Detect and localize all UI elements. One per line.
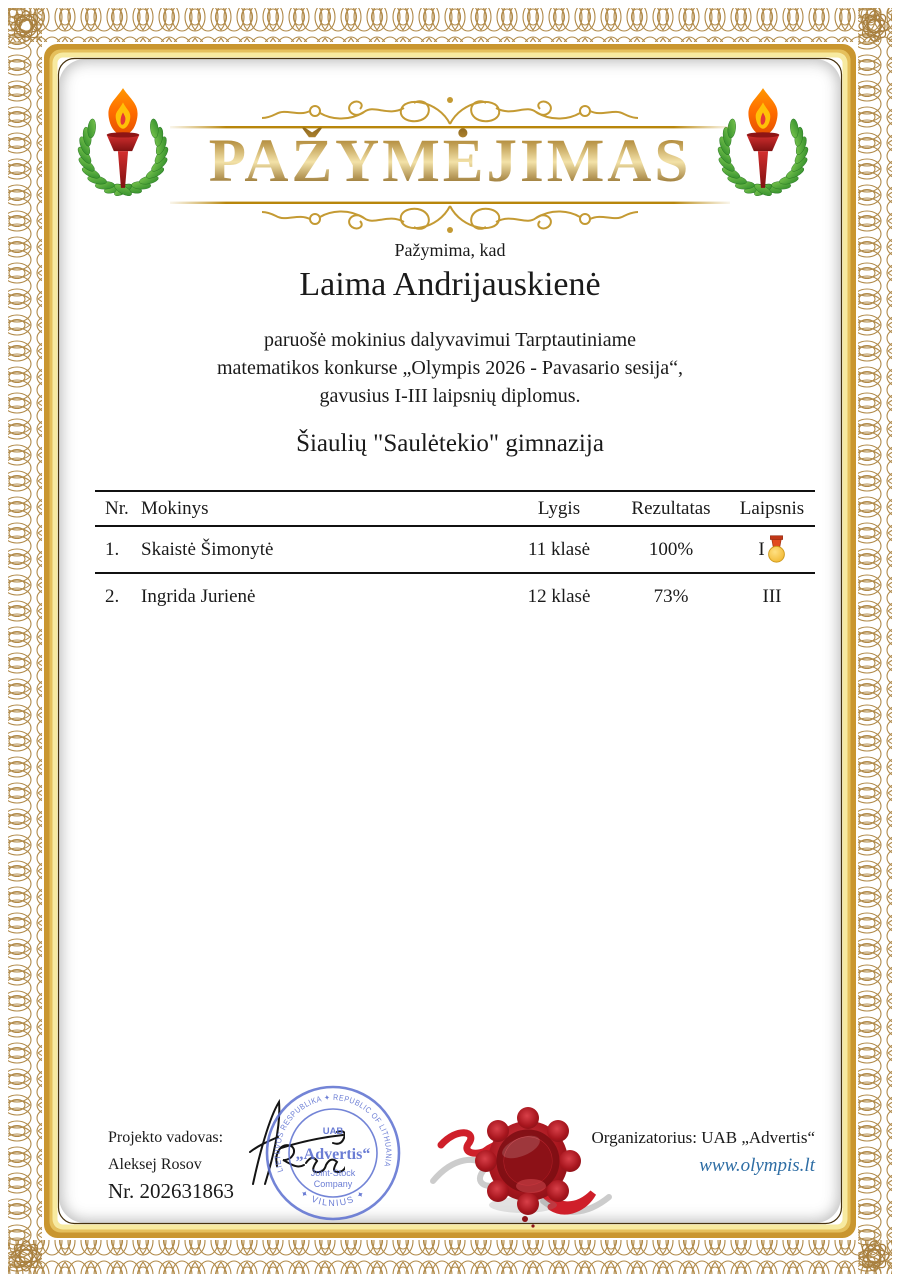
stamp-ring-text: LIETUVOS RESPUBLIKA ✦ REPUBLIC OF LITHUANIA: [272, 1092, 394, 1174]
cell-lygis: 11 klasė: [527, 538, 591, 560]
stamp-company: Company: [313, 1179, 353, 1189]
table-header-row: [95, 490, 815, 527]
description-line: paruošė mokinius dalyvavimui Tarptautiniame: [263, 329, 637, 351]
project-manager-label: Projekto vadovas:: [108, 1129, 224, 1146]
header-lygis: Lygis: [537, 497, 581, 519]
description-line: matematikos konkurse „Olympis 2026 - Pavasario sesija“,: [216, 357, 683, 379]
description-text: [0, 326, 900, 410]
cell-mokinys: Ingrida Jurienė: [141, 585, 256, 607]
school-name: Šiaulių "Saulėtekio" gimnazija: [296, 430, 604, 457]
cell-laipsnis: [729, 535, 815, 564]
header-mokinys: Mokinys: [141, 497, 209, 519]
wax-seal-icon: [425, 1085, 615, 1235]
certificate-number: Nr. 202631863: [108, 1179, 234, 1203]
header-rezultatas: Rezultatas: [631, 497, 711, 519]
cell-nr: 1.: [105, 538, 120, 560]
svg-text:✦ VILNIUS ✦: [298, 1188, 367, 1208]
laipsnis-value: I: [758, 538, 765, 560]
project-manager-name: Aleksej Rosov: [108, 1156, 202, 1173]
website-link[interactable]: www.olympis.lt: [699, 1155, 815, 1176]
stamp-ring-text-bottom: ✦ VILNIUS ✦: [298, 1187, 368, 1209]
project-manager-block: [108, 1124, 234, 1205]
cell-rezultatas: 100%: [648, 538, 694, 560]
cell-mokinys: Skaistė Šimonytė: [141, 538, 274, 560]
header-nr: Nr.: [105, 497, 129, 519]
recipient-name: Laima Andrijauskienė: [299, 266, 601, 303]
stamp-advertis: „Advertis“: [295, 1146, 371, 1163]
cell-nr: 2.: [105, 585, 120, 607]
organizer-text: Organizatorius: UAB „Advertis“: [591, 1128, 815, 1147]
header-laipsnis: Laipsnis: [739, 497, 805, 519]
stamp-uab: UAB: [322, 1126, 344, 1137]
certificate-title: PAŽYMĖJIMAS: [0, 122, 900, 202]
cell-rezultatas: 73%: [653, 585, 689, 607]
gold-medal-icon: [767, 535, 786, 564]
table-row: [95, 574, 815, 619]
cell-lygis: 12 klasė: [527, 585, 591, 607]
intro-text: Pažymima, kad: [394, 240, 506, 260]
stamp-jointstock: Joint-Stock: [310, 1168, 356, 1178]
description-line: gavusius I-III laipsnių diplomus.: [319, 385, 581, 407]
organizer-block: [592, 1128, 815, 1177]
flourish-ornament-bottom: [170, 198, 730, 238]
results-table: [95, 490, 815, 619]
table-row: [95, 527, 815, 574]
company-stamp-icon: [258, 1078, 408, 1228]
cell-laipsnis: [729, 586, 815, 608]
laipsnis-value: III: [762, 585, 782, 607]
